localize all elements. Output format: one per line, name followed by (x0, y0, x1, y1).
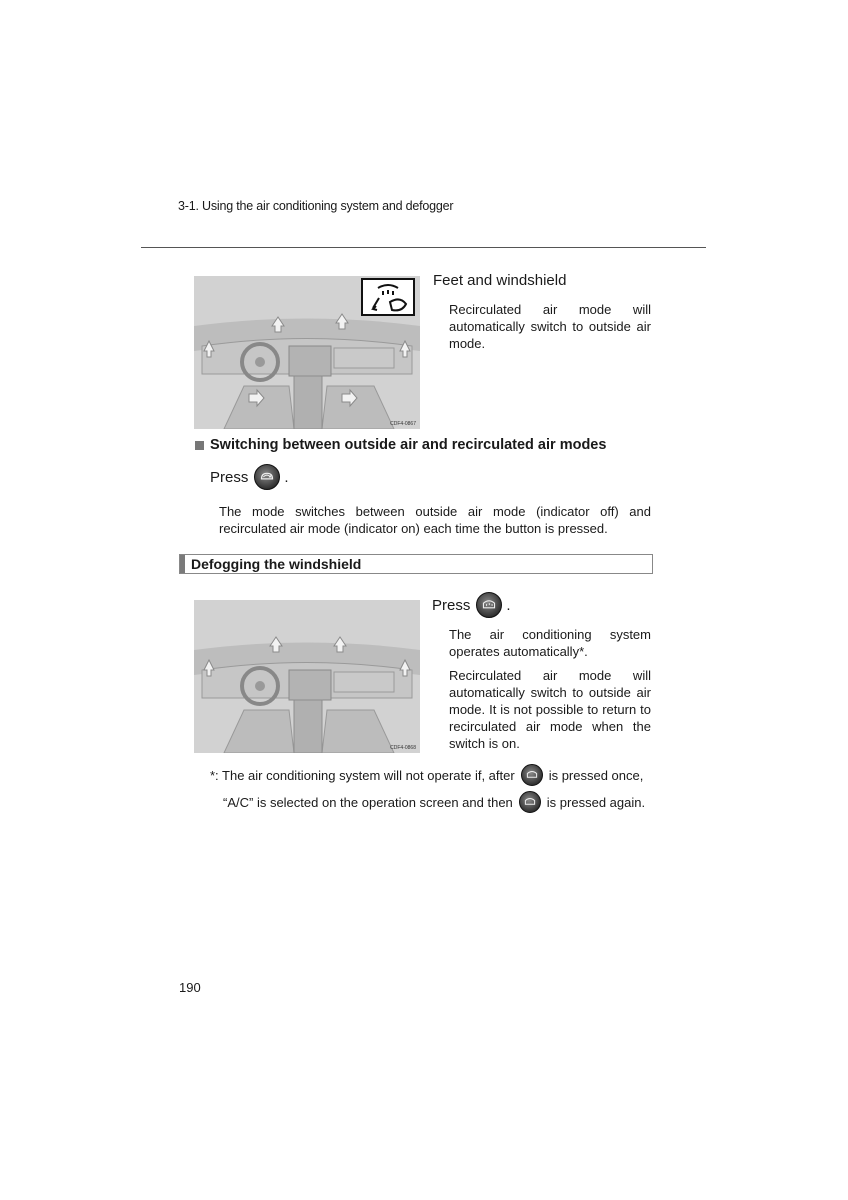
feet-windshield-description: Recirculated air mode will automatically switch to outside air mode. (449, 302, 651, 351)
defog-description-2: Recirculated air mode will automatically switch to outside air mode. It is not possible to return to recirculated air mode when the switch is on. (449, 668, 651, 751)
subsection-heading-air-modes (195, 437, 606, 453)
air-modes-description: The mode switches between outside air mode (indicator off) and recirculated air mode (indicator on) each time the button is pressed. (219, 504, 651, 536)
heading-square-bullet (195, 441, 204, 450)
press-suffix: . (506, 596, 511, 614)
press-label: Press (432, 596, 471, 614)
windshield-defroster-button-icon (476, 592, 502, 618)
recirculation-button-icon (254, 464, 280, 490)
footnote-text-1: *: The air conditioning system will not operate if, after (210, 767, 515, 783)
press-label: Press (210, 468, 249, 486)
section-tab-marker (180, 555, 185, 573)
press-instruction-defroster (432, 592, 511, 618)
section-heading-defogging (179, 554, 653, 574)
footnote-text-2: is pressed once, (548, 767, 644, 783)
press-suffix: . (284, 468, 289, 486)
defog-description-1: The air conditioning system operates automatically*. (449, 627, 651, 659)
figure-code: CDF4-0867 (390, 421, 416, 427)
windshield-defroster-button-icon (521, 764, 543, 786)
subsection-heading-text: Switching between outside air and recirculated air modes (210, 437, 607, 453)
footnote-text-3: “A/C” is selected on the operation screen and then (223, 794, 513, 810)
footnote-line-1 (210, 764, 643, 786)
dashboard-airflow-illustration-defog (194, 600, 420, 753)
press-instruction-recirculation (210, 464, 289, 490)
footnote-line-2 (223, 791, 645, 813)
dashboard-airflow-illustration-feet-windshield (194, 276, 420, 429)
windshield-defroster-button-icon (519, 791, 541, 813)
section-header: 3-1. Using the air conditioning system and defogger (178, 199, 454, 213)
page-number: 190 (179, 980, 201, 995)
mode-title-feet-windshield: Feet and windshield (433, 272, 567, 289)
footnote-text-4: is pressed again. (546, 794, 646, 810)
header-divider (141, 247, 706, 248)
section-heading-text: Defogging the windshield (191, 556, 362, 572)
figure-code: CDF4-0868 (390, 745, 416, 751)
